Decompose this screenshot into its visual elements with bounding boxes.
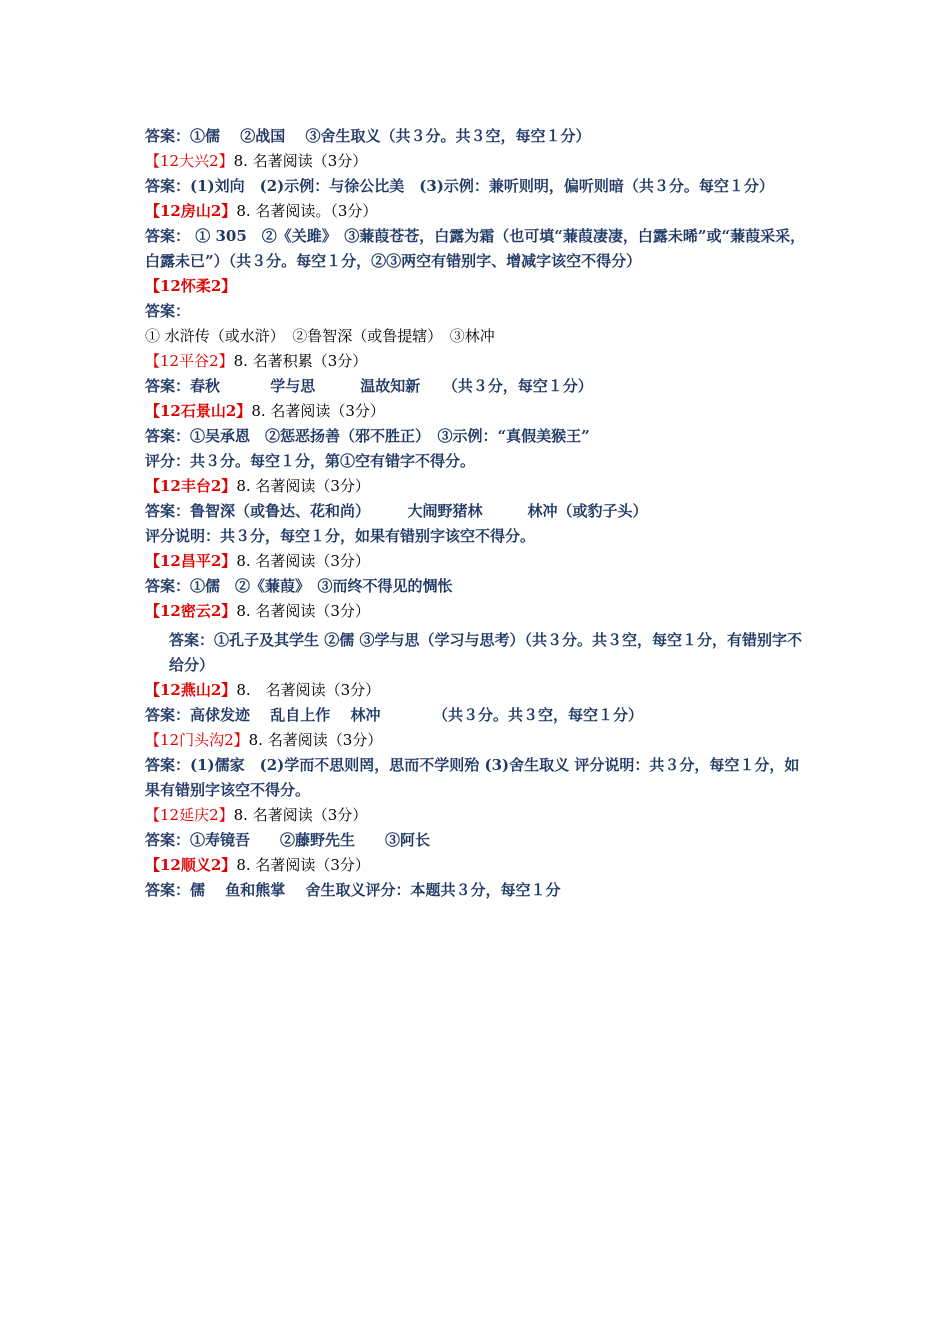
section-heading — [145, 349, 810, 374]
question-label: 8. 名著阅读。（3分） — [236, 202, 378, 220]
answer-line: 答案：儒 鱼和熊掌 舍生取义评分：本题共３分，每空１分 — [145, 881, 561, 899]
answer-line: 答案：(1)儒家 (2)学而不思则罔，思而不学则殆 (3)舍生取义 评分说明：共３分，每空１分，如果有错别字该空不得分。 — [145, 756, 800, 799]
question-label: 8. 名著阅读（3分） — [236, 602, 370, 620]
answer-line: 答案：①孔子及其学生 ②儒 ③学与思（学习与思考）（共３分。共３空，每空１分，有错别字不给分） — [169, 631, 802, 674]
section-heading — [145, 678, 810, 703]
section-heading — [145, 274, 810, 299]
answer-line: 答案：鲁智深（或鲁达、花和尚） 大闹野猪林 林冲（或豹子头） — [145, 502, 648, 520]
section-tag: 【12门头沟2】 — [145, 731, 249, 749]
scoring-note: 评分说明：共３分，每空１分，如果有错别字该空不得分。 — [145, 527, 536, 545]
section-heading — [145, 399, 810, 424]
question-label: 8. 名著阅读（3分） — [236, 681, 381, 699]
section-heading — [145, 853, 810, 878]
answer-line: 答案：高俅发迹 乱自上作 林冲 （共３分。共３空，每空１分） — [145, 706, 643, 724]
section-tag: 【12延庆2】 — [145, 806, 234, 824]
answer-line: 答案： — [145, 302, 191, 320]
question-label: 8. 名著阅读（3分） — [236, 477, 370, 495]
section-heading — [145, 549, 810, 574]
answer-line: 答案：①吴承恩 ②惩恶扬善（邪不胜正） ③示例：“真假美猴王” — [145, 427, 590, 445]
question-label: 8. 名著阅读（3分） — [248, 731, 383, 749]
answer-line: 答案：(1)刘向 (2)示例：与徐公比美 (3)示例：兼听则明，偏听则暗（共３分。每空１分） — [145, 177, 774, 195]
answer-line: 答案：春秋 学与思 温故知新 （共３分，每空１分） — [145, 377, 593, 395]
section-tag: 【12大兴2】 — [145, 152, 234, 170]
section-tag: 【12昌平2】 — [145, 552, 237, 570]
section-tag: 【12房山2】 — [145, 202, 237, 220]
section-tag: 【12密云2】 — [145, 602, 237, 620]
section-tag: 【12燕山2】 — [145, 681, 237, 699]
section-heading — [145, 474, 810, 499]
question-label: 8. 名著积累（3分） — [233, 352, 368, 370]
scoring-note: 评分：共３分。每空１分，第①空有错字不得分。 — [145, 452, 476, 470]
section-tag: 【12顺义2】 — [145, 856, 237, 874]
answer-line: 答案：①寿镜吾 ②藤野先生 ③阿长 — [145, 831, 431, 849]
question-label: 8. 名著阅读（3分） — [233, 806, 368, 824]
section-heading — [145, 728, 810, 753]
section-tag: 【12丰台2】 — [145, 477, 237, 495]
section-heading — [145, 199, 810, 224]
answer-line: 答案： ① 305 ②《关雎》 ③蒹葭苍苍，白露为霜（也可填“蒹葭凄凄，白露未晞”或“蒹葭采采，白露未已”）（共３分。每空１分，②③两空有错别字、增减字该空不得分） — [145, 227, 806, 270]
question-label: 8. 名著阅读（3分） — [236, 552, 370, 570]
section-heading — [145, 599, 810, 624]
question-label: 8. 名著阅读（3分） — [236, 856, 370, 874]
answer-line: 答案：①儒 ②《蒹葭》 ③而终不得见的惆怅 — [145, 577, 453, 595]
section-tag: 【12石景山2】 — [145, 402, 252, 420]
answer-list — [145, 124, 810, 903]
answer-line: 答案：①儒 ②战国 ③舍生取义（共３分。共３空，每空１分） — [145, 127, 591, 145]
question-label: 8. 名著阅读（3分） — [233, 152, 368, 170]
answer-line: ① 水浒传（或水浒） ②鲁智深（或鲁提辖） ③林冲 — [145, 327, 495, 345]
section-heading — [145, 149, 810, 174]
section-tag: 【12怀柔2】 — [145, 277, 237, 295]
section-tag: 【12平谷2】 — [145, 352, 234, 370]
question-label: 8. 名著阅读（3分） — [251, 402, 385, 420]
section-heading — [145, 803, 810, 828]
